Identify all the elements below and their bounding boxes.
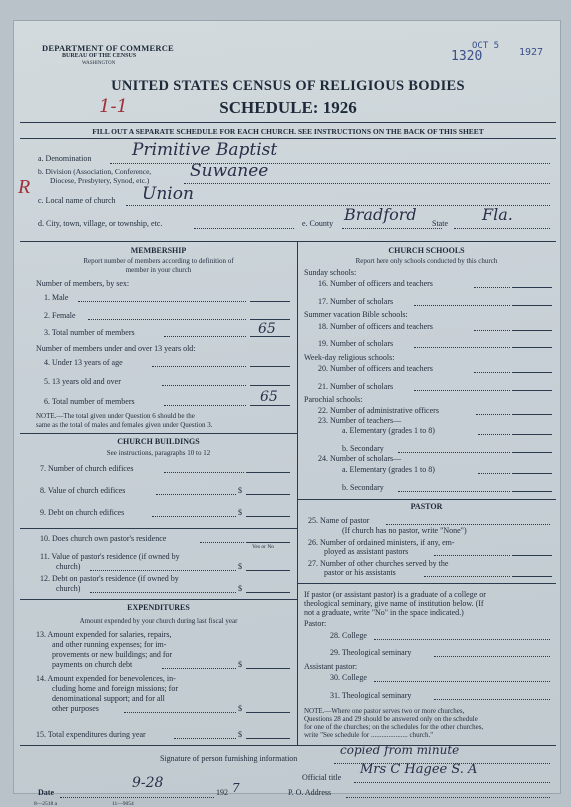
signature-label: Signature of person furnishing information xyxy=(160,754,298,763)
local-name-value[interactable]: Union xyxy=(142,184,194,204)
q24-label: 24. Number of scholars— xyxy=(318,454,402,463)
q23b-field[interactable] xyxy=(512,452,552,453)
q28-field[interactable] xyxy=(374,639,550,640)
sunday-schools-label: Sunday schools: xyxy=(304,268,357,277)
q24b-field[interactable] xyxy=(512,491,552,492)
city-line xyxy=(194,228,294,229)
schedule-title: SCHEDULE: 1926 xyxy=(219,98,357,117)
q22-label: 22. Number of administrative officers xyxy=(318,406,439,415)
q2-female-label: 2. Female xyxy=(44,311,76,320)
q23a-field[interactable] xyxy=(512,434,552,435)
received-stamp-date: OCT 5 xyxy=(472,41,500,51)
received-stamp-year: 1927 xyxy=(519,47,544,58)
q25-note: (If church has no pastor, write "None") xyxy=(342,526,467,535)
expenditures-heading: EXPENDITURES xyxy=(127,603,190,612)
q14-label-1: 14. Amount expended for benevolences, in- xyxy=(36,674,176,683)
yes-no-hint: Yes or No xyxy=(252,544,275,550)
q5-over13-field[interactable] xyxy=(250,385,290,386)
q4-under13-field[interactable] xyxy=(250,366,290,367)
q21-label: 21. Number of scholars xyxy=(318,382,394,391)
print-number: 11—9054 xyxy=(112,801,134,807)
q13-label-3: provements or new buildings; and for xyxy=(52,650,173,659)
q11-label-1: 11. Value of pastor's residence (if owned by xyxy=(40,552,180,561)
q28-label: 28. College xyxy=(330,631,367,640)
divider xyxy=(20,599,297,600)
q9-dollar-sign: $ xyxy=(238,508,242,517)
q8-dollar-sign: $ xyxy=(238,486,242,495)
q6-total-label: 6. Total number of members xyxy=(44,397,135,406)
q15-dollar-sign: $ xyxy=(238,730,242,739)
state-value[interactable]: Fla. xyxy=(482,205,513,224)
q12-field[interactable] xyxy=(246,592,290,593)
date-label: Date xyxy=(38,788,54,797)
expenditures-subtitle: Amount expended by your church during last fiscal year xyxy=(79,617,238,625)
q27-field[interactable] xyxy=(512,576,552,577)
q18-label: 18. Number of officers and teachers xyxy=(318,322,433,331)
margin-check-mark: R xyxy=(18,176,31,198)
membership-subtitle-1: Report number of members according to definition of xyxy=(83,257,234,265)
q3-total-label: 3. Total number of members xyxy=(44,328,135,337)
q14-label-2: cluding home and foreign missions; for xyxy=(52,684,178,693)
state-label: State xyxy=(432,219,448,228)
q14-label-3: denominational support; and for all xyxy=(52,694,165,703)
q21-field[interactable] xyxy=(512,390,552,391)
city-label: d. City, town, village, or township, etc. xyxy=(38,219,163,228)
divider xyxy=(20,241,556,242)
q19-field[interactable] xyxy=(512,347,552,348)
q25-field[interactable] xyxy=(386,524,550,525)
divider xyxy=(20,122,556,123)
q23b-label: b. Secondary xyxy=(342,444,384,453)
division-value[interactable]: Suwanee xyxy=(190,161,269,181)
divider xyxy=(297,499,556,500)
q7-field[interactable] xyxy=(246,472,290,473)
q13-dollar-sign: $ xyxy=(238,660,242,669)
divider xyxy=(20,528,297,529)
q9-field[interactable] xyxy=(246,516,290,517)
denomination-label: a. Denomination xyxy=(38,154,92,163)
q31-label: 31. Theological seminary xyxy=(330,691,412,700)
q15-field[interactable] xyxy=(246,738,290,739)
q11-label-2: church) xyxy=(56,562,81,571)
received-stamp-number: 1320 xyxy=(451,49,483,64)
q25-label: 25. Name of pastor xyxy=(308,516,370,525)
county-line xyxy=(342,228,442,229)
year-value[interactable]: 7 xyxy=(232,781,240,795)
signature-value[interactable]: copied from minute xyxy=(340,743,460,757)
q26-label-2: ployed as assistant pastors xyxy=(324,547,409,556)
q16-field[interactable] xyxy=(512,287,552,288)
divider xyxy=(20,433,297,434)
schools-subtitle: Report here only schools conducted by this church xyxy=(355,257,498,265)
q2-female-field[interactable] xyxy=(250,319,290,320)
q27-label-1: 27. Number of other churches served by the xyxy=(308,559,449,568)
buildings-subtitle: See instructions, paragraphs 10 to 12 xyxy=(106,449,211,457)
q27-label-2: pastor or his assistants xyxy=(324,568,396,577)
q8-field[interactable] xyxy=(246,494,290,495)
q18-field[interactable] xyxy=(512,330,552,331)
q13-field[interactable] xyxy=(246,668,290,669)
local-name-label: c. Local name of church xyxy=(38,196,116,205)
year-prefix: 192 xyxy=(216,788,228,797)
q29-field[interactable] xyxy=(434,656,550,657)
form-number: 8—2518 a xyxy=(34,801,58,807)
age-header-label: Number of members under and over 13 years old: xyxy=(36,344,196,353)
q20-label: 20. Number of officers and teachers xyxy=(318,364,433,373)
q24a-field[interactable] xyxy=(512,473,552,474)
department-heading: DEPARTMENT OF COMMERCE xyxy=(42,43,174,53)
date-value[interactable]: 9-28 xyxy=(132,775,164,791)
q29-label: 29. Theological seminary xyxy=(330,648,412,657)
q1-male-field[interactable] xyxy=(250,301,290,302)
divider xyxy=(297,583,556,584)
membership-note-1: NOTE.—The total given under Question 6 should be the xyxy=(36,412,195,420)
q20-field[interactable] xyxy=(512,372,552,373)
census-schedule-sheet xyxy=(13,20,561,807)
division-line xyxy=(184,183,550,184)
weekday-schools-label: Week-day religious schools: xyxy=(304,353,395,362)
graduate-note-3: not a graduate, write "No" in the space indicated.) xyxy=(304,608,464,617)
by-sex-label: Number of members, by sex: xyxy=(36,279,130,288)
pastor-note-2: Questions 28 and 29 should be answered only on the schedule xyxy=(304,715,478,723)
q11-dollar-sign: $ xyxy=(238,562,242,571)
po-address-line[interactable] xyxy=(346,797,550,798)
q1-male-label: 1. Male xyxy=(44,293,69,302)
q6-total-field[interactable] xyxy=(250,405,290,406)
bureau-heading: BUREAU OF THE CENSUS xyxy=(62,53,137,59)
membership-note-2: same as the total of males and females given under Question 3. xyxy=(36,421,213,429)
q16-label: 16. Number of officers and teachers xyxy=(318,279,433,288)
q12-label-1: 12. Debt on pastor's residence (if owned by xyxy=(40,574,179,583)
q4-under13-label: 4. Under 13 years of age xyxy=(44,358,123,367)
county-value[interactable]: Bradford xyxy=(344,205,417,224)
divider xyxy=(20,745,556,746)
q19-label: 19. Number of scholars xyxy=(318,339,394,348)
official-title-label: Official title xyxy=(302,773,342,782)
official-title-value[interactable]: Mrs C Hagee S. A xyxy=(360,762,478,777)
denomination-line xyxy=(110,163,550,164)
membership-heading: MEMBERSHIP xyxy=(130,246,187,255)
divider xyxy=(20,138,556,139)
q11-field[interactable] xyxy=(246,570,290,571)
q14-label-4: other purposes xyxy=(52,704,99,713)
q7-label: 7. Number of church edifices xyxy=(40,464,134,473)
pastor-heading: PASTOR xyxy=(410,502,443,511)
schools-heading: CHURCH SCHOOLS xyxy=(388,246,465,255)
q24b-label: b. Secondary xyxy=(342,483,384,492)
q12-dollar-sign: $ xyxy=(238,584,242,593)
state-line xyxy=(454,228,550,229)
q23-label: 23. Number of teachers— xyxy=(318,416,402,425)
q24a-label: a. Elementary (grades 1 to 8) xyxy=(342,465,435,474)
division-label-line2: Diocese, Presbytery, Synod, etc.) xyxy=(50,176,150,185)
q5-over13-label: 5. 13 years old and over xyxy=(44,377,121,386)
date-line xyxy=(60,797,214,798)
division-label-line1: b. Division (Association, Conference, xyxy=(38,167,152,176)
graduate-note-2: theological seminary, give name of institution below. (If xyxy=(304,599,484,608)
q31-field[interactable] xyxy=(434,699,550,700)
county-label: e. County xyxy=(302,219,334,228)
q17-field[interactable] xyxy=(512,305,552,306)
q23a-label: a. Elementary (grades 1 to 8) xyxy=(342,426,435,435)
official-title-line xyxy=(354,782,550,783)
q22-field[interactable] xyxy=(512,414,552,415)
instruction-line: FILL OUT A SEPARATE SCHEDULE FOR EACH CHURCH. SEE INSTRUCTIONS ON THE BACK OF THIS SHEET xyxy=(92,127,484,136)
pastor-note-3: for one of the churches; on the schedules for the other churches, xyxy=(304,723,484,731)
po-address-label: P. O. Address xyxy=(288,788,332,797)
q26-field[interactable] xyxy=(512,555,552,556)
q26-label-1: 26. Number of ordained ministers, if any, em- xyxy=(308,538,455,547)
parochial-schools-label: Parochial schools: xyxy=(304,395,363,404)
pastor-subheading: Pastor: xyxy=(304,619,327,628)
buildings-heading: CHURCH BUILDINGS xyxy=(117,437,200,446)
q13-label-2: and other running expenses; for im- xyxy=(52,640,167,649)
vacation-schools-label: Summer vacation Bible schools: xyxy=(304,310,408,319)
q14-field[interactable] xyxy=(246,712,290,713)
q30-label: 30. College xyxy=(330,673,367,682)
pastor-note-4: write "See schedule for ..................... church." xyxy=(304,731,434,739)
q10-field[interactable] xyxy=(246,542,290,543)
form-title: UNITED STATES CENSUS OF RELIGIOUS BODIES xyxy=(111,78,465,94)
q13-label-1: 13. Amount expended for salaries, repairs, xyxy=(36,630,172,639)
q30-field[interactable] xyxy=(374,681,550,682)
q14-dollar-sign: $ xyxy=(238,704,242,713)
q15-label: 15. Total expenditures during year xyxy=(36,730,146,739)
schedule-handwritten-number: 1-1 xyxy=(99,96,128,117)
membership-subtitle-2: member in your church xyxy=(125,266,192,274)
q17-label: 17. Number of scholars xyxy=(318,297,394,306)
column-divider xyxy=(297,241,298,745)
pastor-note-1: NOTE.—Where one pastor serves two or more churches, xyxy=(304,707,465,715)
denomination-value[interactable]: Primitive Baptist xyxy=(132,140,278,160)
q13-label-4: payments on church debt xyxy=(52,660,133,669)
q12-label-2: church) xyxy=(56,584,81,593)
q9-label: 9. Debt on church edifices xyxy=(40,508,125,517)
q8-label: 8. Value of church edifices xyxy=(40,486,126,495)
city-heading: WASHINGTON xyxy=(82,61,116,66)
assistant-pastor-subheading: Assistant pastor: xyxy=(304,662,358,671)
q10-label: 10. Does church own pastor's residence xyxy=(40,534,167,543)
q6-total-value: 65 xyxy=(260,389,278,405)
q3-total-value: 65 xyxy=(258,321,276,337)
graduate-note-1: If pastor (or assistant pastor) is a graduate of a college or xyxy=(304,590,486,599)
